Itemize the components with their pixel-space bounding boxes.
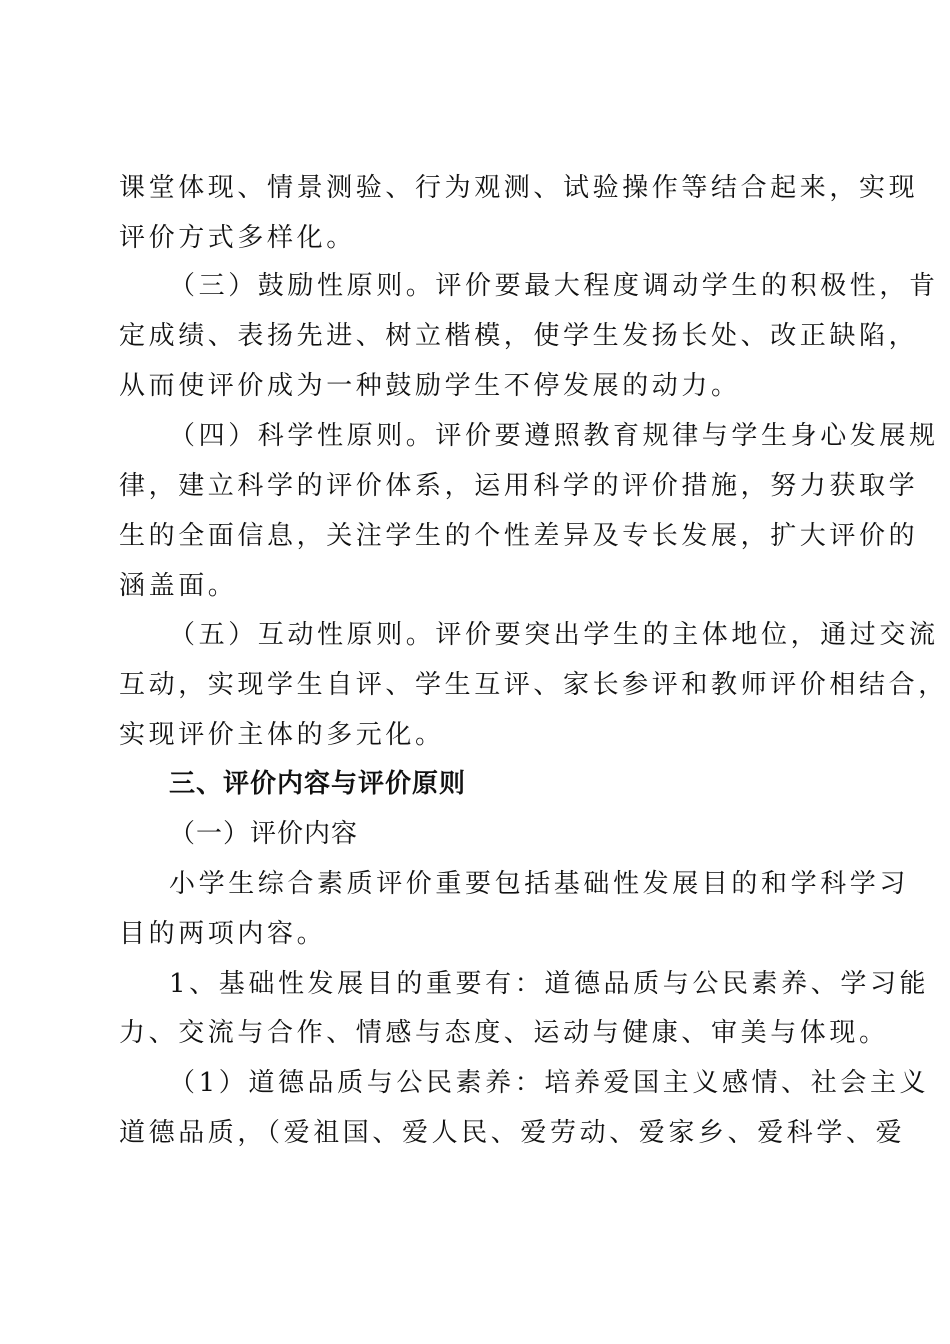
paragraph-line: 小学生综合素质评价重要包括基础性发展目的和学科学习: [169, 869, 910, 899]
paragraph-line: （1）道德品质与公民素养：培养爱国主义感情、社会主义: [169, 1068, 930, 1098]
paragraph-line: 从而使评价成为一种鼓励学生不停发展的动力。: [119, 371, 741, 401]
paragraph-line: 课堂体现、情景测验、行为观测、试验操作等结合起来，实现: [119, 173, 919, 203]
paragraph-line: （四）科学性原则。评价要遵照教育规律与学生身心发展规: [169, 421, 939, 451]
paragraph-line: 实现评价主体的多元化。: [119, 720, 445, 750]
paragraph-line: 定成绩、表扬先进、树立楷模，使学生发扬长处、改正缺陷，: [119, 321, 919, 351]
paragraph-line: （三）鼓励性原则。评价要最大程度调动学生的积极性，肯: [169, 271, 939, 301]
paragraph-line: 1、基础性发展目的重要有：道德品质与公民素养、学习能: [169, 969, 930, 999]
paragraph-line: 律，建立科学的评价体系，运用科学的评价措施，努力获取学: [119, 471, 919, 501]
paragraph-line: 力、交流与合作、情感与态度、运动与健康、审美与体现。: [119, 1018, 889, 1048]
paragraph-line: 道德品质，（爱祖国、爱人民、爱劳动、爱家乡、爱科学、爱: [119, 1118, 906, 1148]
paragraph-line: 目的两项内容。: [119, 919, 327, 949]
paragraph-line: （五）互动性原则。评价要突出学生的主体地位，通过交流: [169, 620, 939, 650]
paragraph-line: 评价方式多样化。: [119, 223, 356, 253]
paragraph-line: 互动，实现学生自评、学生互评、家长参评和教师评价相结合，: [119, 670, 948, 700]
paragraph-line: 生的全面信息，关注学生的个性差异及专长发展，扩大评价的: [119, 521, 919, 551]
paragraph-line: 涵盖面。: [119, 571, 238, 601]
subsection-heading: （一）评价内容: [169, 819, 359, 849]
section-heading: 三、评价内容与评价原则: [169, 769, 467, 799]
